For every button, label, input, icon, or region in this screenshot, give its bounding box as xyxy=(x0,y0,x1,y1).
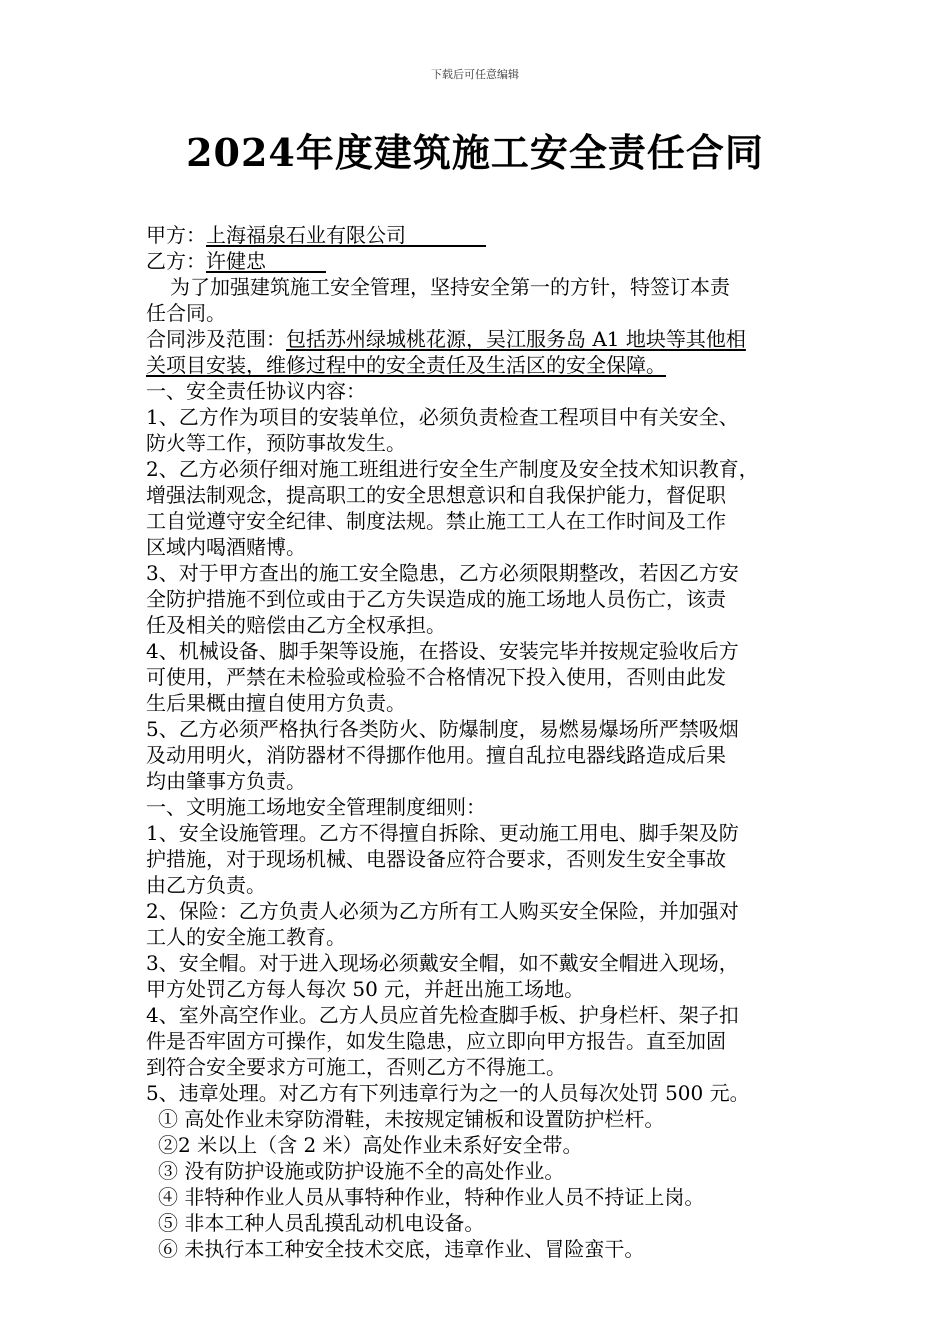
clause-line: 2、乙方必须仔细对施工班组进行安全生产制度及安全技术知识教育， xyxy=(146,457,759,481)
clause-line: 到符合安全要求方可施工，否则乙方不得施工。 xyxy=(146,1055,566,1079)
clause-line: 3、对于甲方查出的施工安全隐患，乙方必须限期整改，若因乙方安 xyxy=(146,561,739,585)
clause-line: 区域内喝酒赌博。 xyxy=(146,535,306,559)
clause-line: 任及相关的赔偿由乙方全权承担。 xyxy=(146,613,446,637)
clause-paragraph xyxy=(146,716,816,794)
clause-paragraph xyxy=(146,1002,816,1080)
party-a-value: 上海福泉石业有限公司 xyxy=(206,223,406,247)
clause-paragraph xyxy=(146,638,816,716)
section1-items xyxy=(146,404,816,794)
header-note: 下载后可任意编辑 xyxy=(431,68,519,81)
party-b-label: 乙方： xyxy=(146,249,206,273)
clause-line: 工自觉遵守安全纪律、制度法规。禁止施工工人在工作时间及工作 xyxy=(146,509,726,533)
party-a-line xyxy=(146,222,816,248)
clause-line: 工人的安全施工教育。 xyxy=(146,925,346,949)
clause-line: 3、安全帽。对于进入现场必须戴安全帽，如不戴安全帽进入现场， xyxy=(146,951,739,975)
clause-paragraph xyxy=(146,950,816,1002)
clause-line: 及动用明火，消防器材不得挪作他用。擅自乱拉电器线路造成后果 xyxy=(146,743,726,767)
violation-item: ⑥ 未执行本工种安全技术交底，违章作业、冒险蛮干。 xyxy=(158,1237,645,1261)
party-a-label: 甲方： xyxy=(146,223,206,247)
scope-line xyxy=(146,352,816,378)
scope-text: 包括苏州绿城桃花源，吴江服务岛 A1 地块等其他相 xyxy=(286,327,746,351)
section2-items xyxy=(146,820,816,1106)
scope-label: 合同涉及范围： xyxy=(146,327,286,351)
violation-item: ① 高处作业未穿防滑鞋，未按规定铺板和设置防护栏杆。 xyxy=(158,1107,665,1131)
document-body xyxy=(146,222,816,1262)
violation-item: ②2 米以上（含 2 米）高处作业未系好安全带。 xyxy=(158,1133,583,1157)
clause-paragraph xyxy=(146,560,816,638)
clause-line: 4、室外高空作业。乙方人员应首先检查脚手板、护身栏杆、架子扣 xyxy=(146,1003,739,1027)
clause-line: 件是否牢固方可操作，如发生隐患，应立即向甲方报告。直至加固 xyxy=(146,1029,726,1053)
clause-paragraph xyxy=(146,1080,816,1106)
document-title: 2024年度建筑施工安全责任合同 xyxy=(186,130,764,175)
clause-line: 生后果概由擅自使用方负责。 xyxy=(146,691,406,715)
clause-line: 由乙方负责。 xyxy=(146,873,266,897)
clause-line: 1、安全设施管理。乙方不得擅自拆除、更动施工用电、脚手架及防 xyxy=(146,821,739,845)
party-b-line xyxy=(146,248,816,274)
party-b-blank xyxy=(266,248,326,274)
party-b-value: 许健忠 xyxy=(206,249,266,273)
scope-line xyxy=(146,326,816,352)
clause-line: 增强法制观念，提高职工的安全思想意识和自我保护能力，督促职 xyxy=(146,483,726,507)
violation-item: ⑤ 非本工种人员乱摸乱动机电设备。 xyxy=(158,1211,485,1235)
intro-line: 为了加强建筑施工安全管理，坚持安全第一的方针，特签订本责 xyxy=(170,275,730,299)
clause-paragraph xyxy=(146,456,816,560)
violation-item: ④ 非特种作业人员从事特种作业，特种作业人员不持证上岗。 xyxy=(158,1185,705,1209)
violation-list xyxy=(146,1106,816,1262)
section-heading: 一、安全责任协议内容： xyxy=(146,379,366,403)
party-a-blank xyxy=(406,222,486,248)
clause-paragraph xyxy=(146,820,816,898)
clause-line: 全防护措施不到位或由于乙方失误造成的施工场地人员伤亡，该责 xyxy=(146,587,726,611)
clause-line: 可使用，严禁在未检验或检验不合格情况下投入使用，否则由此发 xyxy=(146,665,726,689)
clause-line: 护措施，对于现场机械、电器设备应符合要求，否则发生安全事故 xyxy=(146,847,726,871)
clause-line: 1、乙方作为项目的安装单位，必须负责检查工程项目中有关安全、 xyxy=(146,405,739,429)
clause-paragraph xyxy=(146,898,816,950)
clause-line: 4、机械设备、脚手架等设施，在搭设、安装完毕并按规定验收后方 xyxy=(146,639,739,663)
clause-line: 均由肇事方负责。 xyxy=(146,769,306,793)
scope-text: 关项目安装，维修过程中的安全责任及生活区的安全保障。 xyxy=(146,353,666,377)
intro-line: 任合同。 xyxy=(146,301,226,325)
section-heading: 一、文明施工场地安全管理制度细则： xyxy=(146,795,486,819)
clause-line: 5、乙方必须严格执行各类防火、防爆制度，易燃易爆场所严禁吸烟 xyxy=(146,717,739,741)
intro-paragraph xyxy=(146,274,816,326)
clause-paragraph xyxy=(146,404,816,456)
clause-line: 2、保险：乙方负责人必须为乙方所有工人购买安全保险，并加强对 xyxy=(146,899,739,923)
clause-line: 5、违章处理。对乙方有下列违章行为之一的人员每次处罚 500 元。 xyxy=(146,1081,750,1105)
violation-item: ③ 没有防护设施或防护设施不全的高处作业。 xyxy=(158,1159,565,1183)
scope-paragraph xyxy=(146,326,816,378)
clause-line: 防火等工作，预防事故发生。 xyxy=(146,431,406,455)
clause-line: 甲方处罚乙方每人每次 50 元，并赶出施工场地。 xyxy=(146,977,585,1001)
